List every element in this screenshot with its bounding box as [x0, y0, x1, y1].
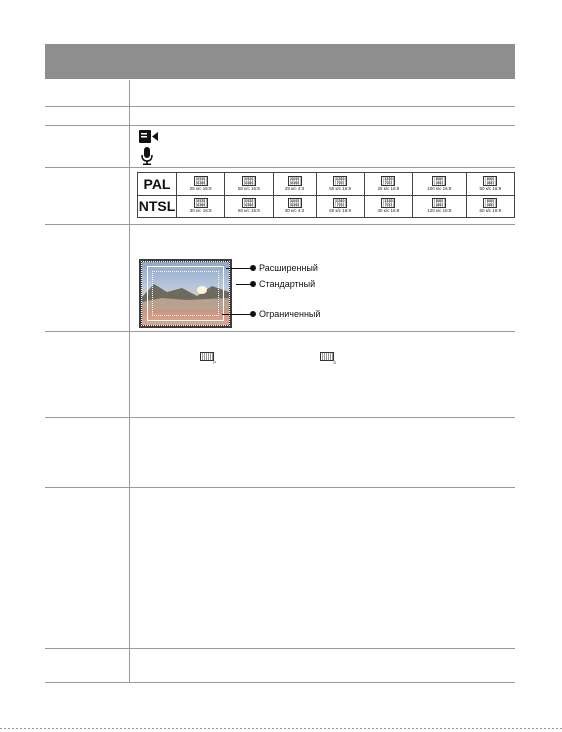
setting-option-icon: S: [320, 352, 334, 361]
limited-frame: [152, 271, 219, 316]
row-divider: [45, 331, 515, 332]
resolution-icon: 1920 1080: [194, 176, 208, 186]
pointer-dot: [250, 281, 256, 287]
frame-rate-label: 60 к/с 16:9: [329, 208, 351, 214]
column-divider: [129, 80, 130, 682]
system-label-ntsl: NTSL: [138, 195, 177, 218]
fov-limited-label: Ограниченный: [259, 309, 321, 319]
resolution-icon: 1280 720: [333, 198, 347, 208]
table-row: [138, 195, 515, 218]
video-size-table: [137, 172, 515, 218]
frame-rate-label: 25 к/с 4:3: [284, 185, 305, 191]
video-camera-icon: [139, 130, 159, 143]
table-row: [138, 173, 515, 196]
resolution-icon: 848 480: [483, 176, 497, 186]
resolution-icon: 848 480: [483, 198, 497, 208]
frame-rate-label: 30 к/с 4:3: [284, 208, 305, 214]
frame-rate-label: 120 к/с 16:9: [427, 208, 452, 214]
resolution-icon: 848 480: [432, 198, 446, 208]
resolution-icon: 1440 1080: [288, 198, 302, 208]
table-header-bar: [45, 44, 515, 79]
resolution-icon: 1280 720: [381, 198, 395, 208]
frame-rate-label: 100 к/с 16:9: [427, 185, 452, 191]
row-divider: [45, 417, 515, 418]
microphone-icon: [141, 147, 153, 165]
row-divider: [45, 648, 515, 649]
row-divider: [45, 106, 515, 107]
pointer-dot: [250, 311, 256, 317]
row-divider: [45, 125, 515, 126]
row-divider: [45, 682, 515, 683]
system-label-pal: PAL: [138, 173, 177, 196]
pointer-line: [222, 314, 252, 315]
field-of-view-photo: [139, 259, 232, 328]
resolution-icon: 1440 1080: [288, 176, 302, 186]
frame-rate-label: 50 к/с 16:9: [479, 185, 502, 191]
frame-rate-label: 25 к/с 16:9: [189, 185, 212, 191]
resolution-icon: 1280 720: [381, 176, 395, 186]
resolution-icon: 1920 1080: [242, 198, 256, 208]
frame-rate-label: 30 к/с 16:9: [377, 208, 400, 214]
frame-rate-label: 50 к/с 16:9: [238, 185, 260, 191]
frame-rate-label: 30 к/с 16:9: [189, 208, 212, 214]
page-edge: [0, 728, 562, 729]
frame-rate-label: 60 к/с 16:9: [479, 208, 502, 214]
resolution-icon: 1280 720: [333, 176, 347, 186]
resolution-icon: 1920 1080: [194, 198, 208, 208]
frame-rate-label: 25 к/с 16:9: [377, 185, 400, 191]
row-divider: [45, 224, 515, 225]
fov-wide-label: Расширенный: [259, 263, 318, 273]
resolution-icon: 848 480: [432, 176, 446, 186]
pointer-line: [226, 268, 252, 269]
setting-option-icon: P: [200, 352, 214, 361]
resolution-icon: 1920 1080: [242, 176, 256, 186]
row-divider: [45, 487, 515, 488]
frame-rate-label: 60 к/с 16:9: [238, 208, 260, 214]
fov-standard-label: Стандартный: [259, 279, 316, 289]
pointer-dot: [250, 265, 256, 271]
frame-rate-label: 50 к/с 16:9: [329, 185, 351, 191]
row-divider: [45, 167, 515, 168]
